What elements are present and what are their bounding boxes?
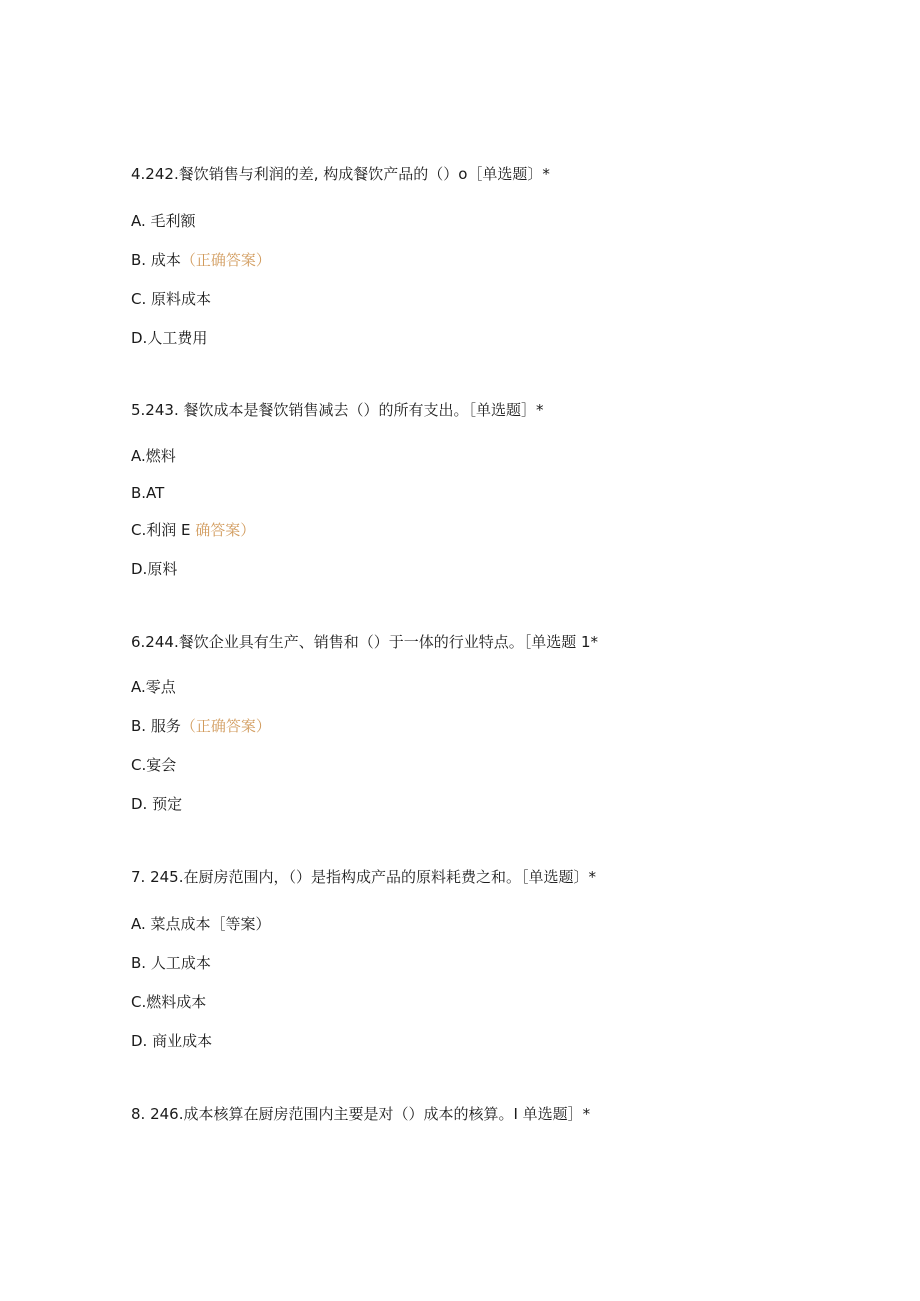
option-text: C.宴会 [131, 756, 177, 774]
question-7-option-a[interactable] [131, 914, 271, 934]
option-text: B. 成本 [131, 251, 181, 269]
question-6-text: 6.244.餐饮企业具有生产、销售和（）于一体的行业特点。［单选题 1* [131, 633, 599, 651]
option-text: B.AT [131, 484, 165, 502]
option-text: A. 毛利额 [131, 212, 196, 230]
question-5-text: 5.243. 餐饮成本是餐饮销售减去（）的所有支出。［单选题］* [131, 401, 544, 419]
question-6-option-a[interactable] [131, 677, 176, 697]
option-text: C. 原料成本 [131, 290, 212, 308]
question-4-option-c[interactable] [131, 289, 211, 309]
option-text: A.燃料 [131, 447, 176, 465]
question-6-option-d[interactable] [131, 794, 182, 814]
question-7-option-c[interactable] [131, 992, 206, 1012]
option-text: C.燃料成本 [131, 993, 207, 1011]
question-5-option-b[interactable] [131, 483, 164, 503]
option-text: A.零点 [131, 678, 176, 696]
question-6-option-c[interactable] [131, 755, 176, 775]
correct-answer-mark: （正确答案） [180, 717, 271, 735]
question-5-option-a[interactable] [131, 446, 176, 466]
question-8-text: 8. 246.成本核算在厨房范围内主要是对（）成本的核算。I 单选题］* [131, 1105, 591, 1123]
correct-answer-mark: （正确答案） [180, 251, 271, 269]
option-text: B. 服务 [131, 717, 181, 735]
question-7-option-d[interactable] [131, 1031, 212, 1051]
question-4-option-a[interactable] [131, 211, 196, 231]
option-text: B. 人工成本 [131, 954, 211, 972]
question-7-text: 7. 245.在厨房范围内，（）是指构成产品的原料耗费之和。［单选题〕* [131, 868, 596, 886]
option-text: A. 菜点成本［等案） [131, 915, 271, 933]
question-4-option-b[interactable] [131, 250, 271, 270]
question-6-option-b[interactable] [131, 716, 271, 736]
question-4-text: 4.242.餐饮销售与利润的差, 构成餐饮产品的（）o［单选题〕* [131, 165, 550, 183]
option-text: D. 商业成本 [131, 1032, 213, 1050]
question-5-option-c[interactable] [131, 520, 255, 540]
question-7-option-b[interactable] [131, 953, 211, 973]
option-text: D. 预定 [131, 795, 183, 813]
question-5-option-d[interactable] [131, 559, 177, 579]
option-text: D.人工费用 [131, 329, 208, 347]
correct-answer-mark: 确答案） [195, 521, 256, 539]
option-text: D.原料 [131, 560, 178, 578]
question-4-option-d[interactable] [131, 328, 207, 348]
option-text: C.利润 E [131, 521, 196, 539]
